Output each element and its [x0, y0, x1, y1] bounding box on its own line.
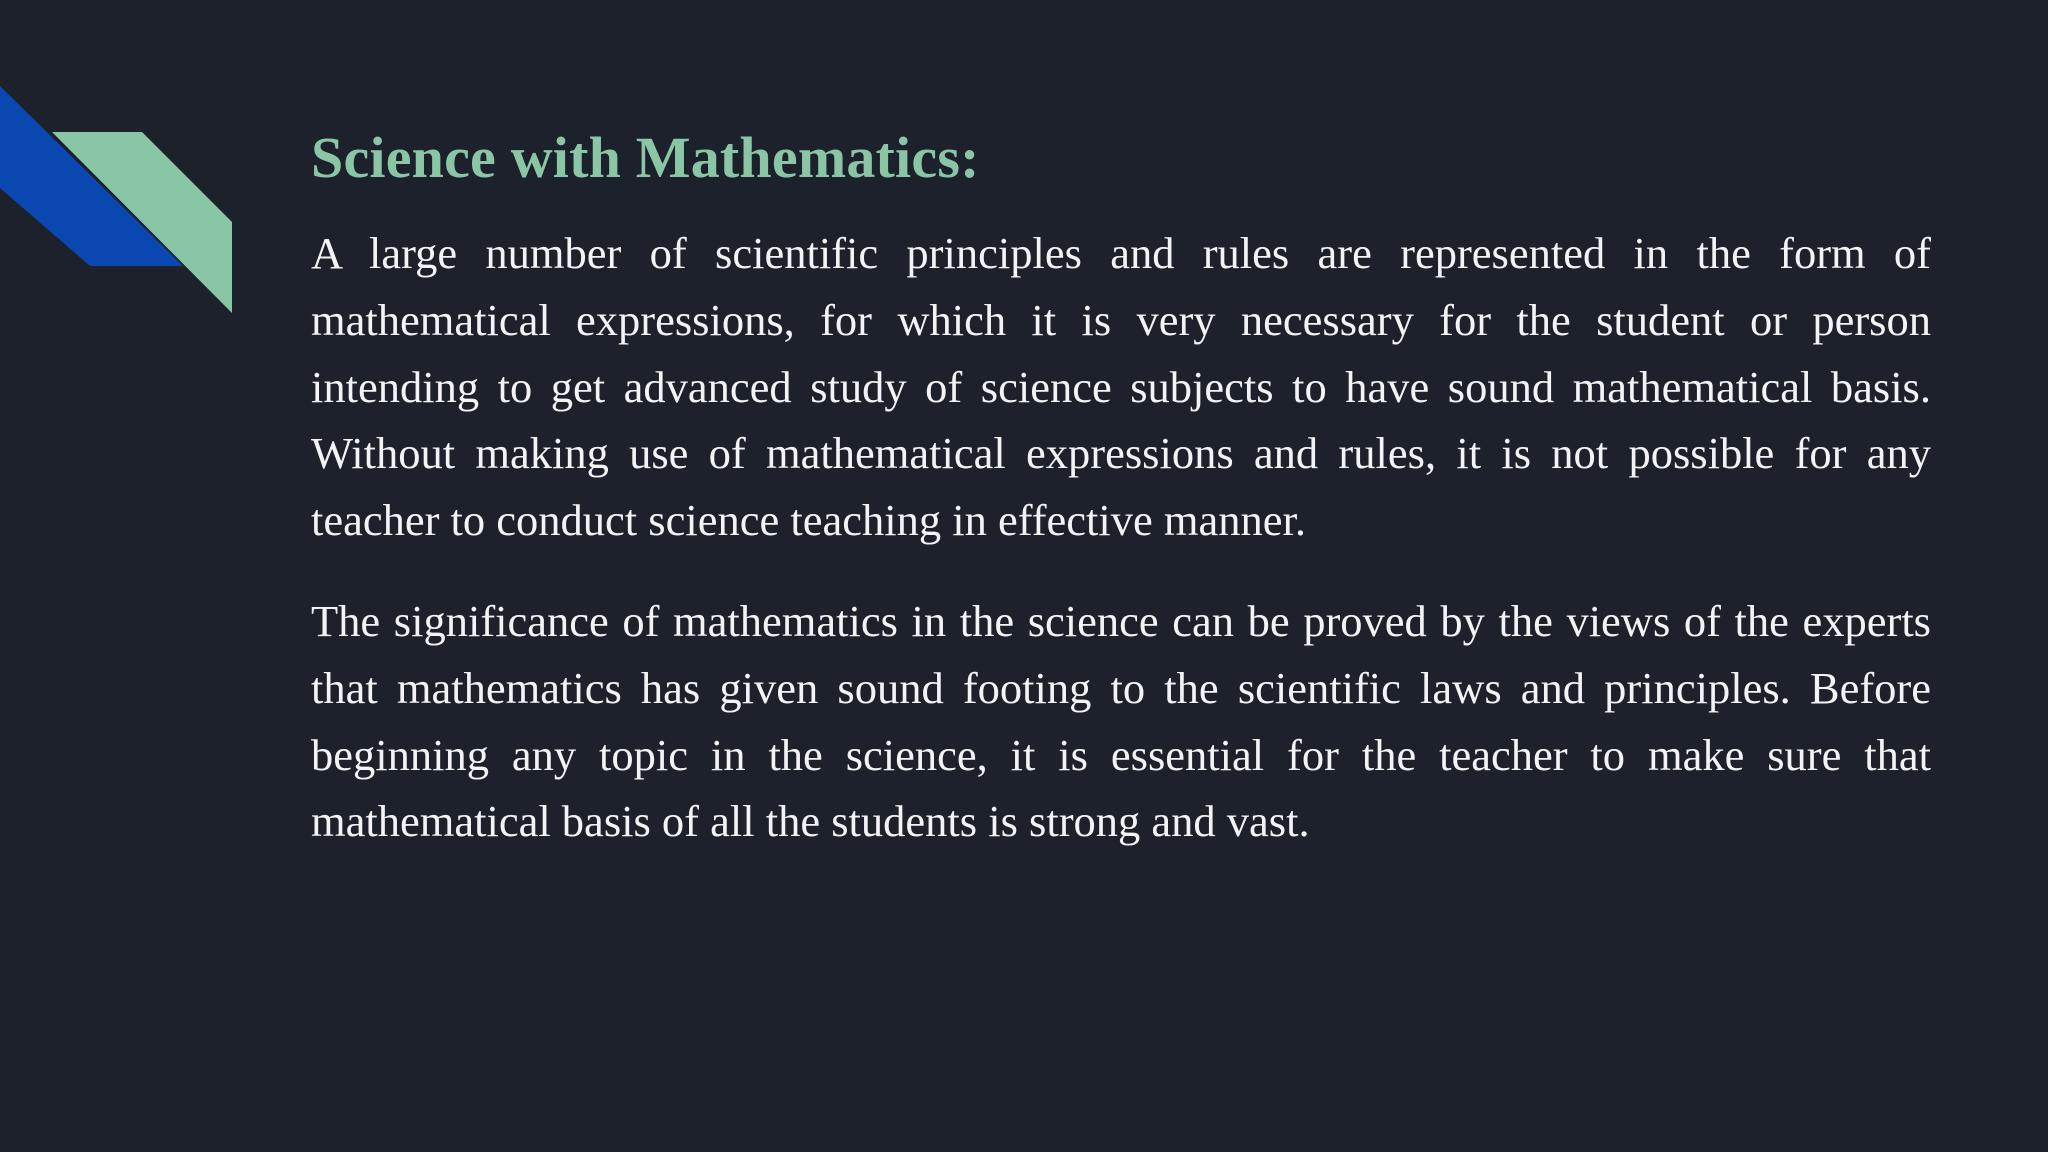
slide-content: [311, 118, 1931, 889]
slide-title: Science with Mathematics:: [311, 125, 980, 190]
body-paragraph-2: The significance of mathematics in the science can be proved by the views of the experts that mathematics has given sound footing to the scientific laws and principles. Before beginning any topic in the science, it is essential for the teacher to make sure that mathematical basis of all the students is strong and vast.: [311, 595, 1931, 847]
body-paragraph-1: A large number of scientific principles and rules are represented in the form of mathematical expressions, for which it is very necessary for the student or person intending to get advanced study of science subjects to have sound mathematical basis. Without making use of mathematical expressions and rules, it is not possible for any teacher to conduct science teaching in effective manner.: [311, 228, 1931, 546]
corner-accent-decoration: [0, 0, 240, 320]
